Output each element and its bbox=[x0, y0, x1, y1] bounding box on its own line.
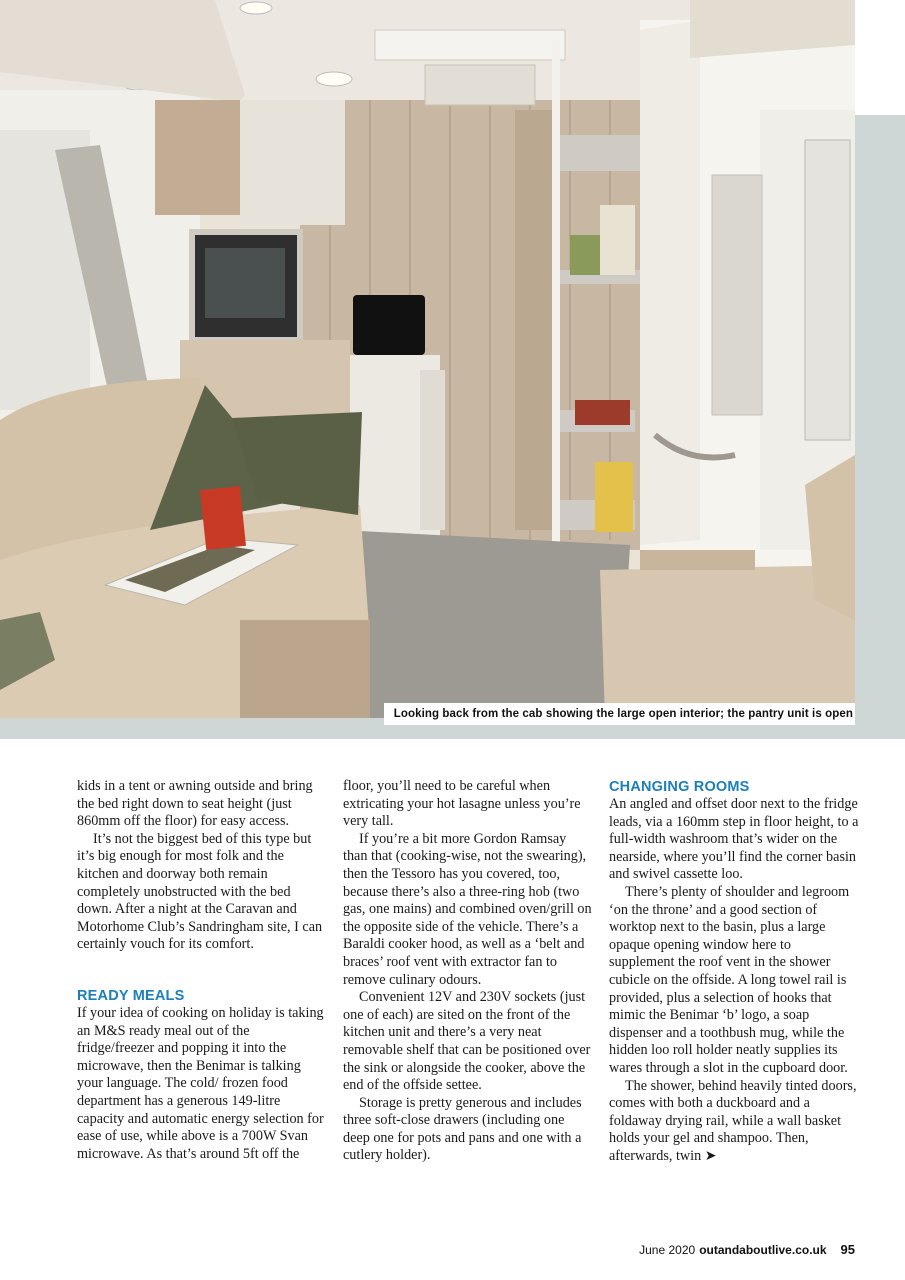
heading-changing-rooms: CHANGING ROOMS bbox=[609, 779, 750, 795]
column3-paragraph-1: An angled and offset door next to the fridge leads, via a 160mm step in floor height, to a full-width washroom that’s wider on the nearside, where you’ll find the corner basin and swivel cassette loo. bbox=[609, 796, 859, 883]
column1-paragraph-2: It’s not the biggest bed of this type but it’s big enough for most folk and the kitchen and doorway both remain completely unobstructed with the bed down. After a night at the Caravan and Motorhome Club’s Sandringham site, I can certainly vouch for its comfort. bbox=[77, 830, 323, 953]
column2-paragraph-1: floor, you’ll need to be careful when extricating your hot lasagne unless you’re very tall. bbox=[343, 778, 581, 830]
decorative-side-band bbox=[855, 115, 905, 718]
text-column-2 bbox=[343, 778, 593, 1165]
column3-paragraph-3: The shower, behind heavily tinted doors, comes with both a duckboard and a foldaway drying rail, while a wall basket holds your gel and shampoo. Then, afterwards, twin ➤ bbox=[609, 1077, 857, 1164]
column2-paragraph-3: Convenient 12V and 230V sockets (just one of each) are sited on the front of the kitchen unit and there’s a very neat removable shelf that can be positioned over the sink or alongside the cooker, above the end of the offside settee. bbox=[343, 989, 591, 1094]
heading-ready-meals: READY MEALS bbox=[77, 987, 185, 1004]
footer-date: June 2020 bbox=[639, 1243, 696, 1257]
text-column-1 bbox=[77, 778, 327, 1163]
column1-paragraph-1: kids in a tent or awning outside and bring the bed right down to seat height (just 860mm off the floor) for easy access. bbox=[77, 778, 313, 830]
column2-paragraph-4: Storage is pretty generous and includes three soft-close drawers (including one deep one for pots and pans and one with a cutlery holder). bbox=[343, 1094, 582, 1164]
column3-paragraph-2: There’s plenty of shoulder and legroom ‘on the throne’ and a good section of worktop next to the basin, plus a large opaque opening window here to supplement the roof vent in the shower cubicle on the offside. A long towel rail is provided, plus a selection of hooks that mimic the Benimar ‘b’ logo, a soap dispenser and a toothbush mug, while the hidden loo roll holder neatly supplies its wares through a slot in the cupboard door. bbox=[609, 883, 850, 1076]
column2-paragraph-2: If you’re a bit more Gordon Ramsay than that (cooking-wise, not the swearing), then the Tessoro has you covered, too, because there’s also a three-ring hob (two gas, one mains) and combined oven/grill on the opposite side of the vehicle. There’s a Baraldi cooker hood, as well as a ‘belt and braces’ roof vent with extractor fan to remove culinary odours. bbox=[343, 830, 592, 988]
column1-paragraph-3: If your idea of cooking on holiday is taking an M&S ready meal out of the fridge/freezer and popping it into the microwave, then the Benimar is talking your language. The cold/ frozen food department has a generous 149-litre capacity and automatic energy selection for ease of use, while above is a 700W Svan microwave. As that’s around 5ft off the bbox=[77, 1004, 324, 1162]
footer-site: outandaboutlive.co.uk bbox=[699, 1243, 827, 1257]
page-number: 95 bbox=[840, 1242, 855, 1257]
photo-caption: Looking back from the cab showing the large open interior; the pantry unit is open bbox=[384, 703, 855, 725]
text-column-3 bbox=[609, 778, 859, 1165]
page-footer bbox=[639, 1242, 855, 1257]
